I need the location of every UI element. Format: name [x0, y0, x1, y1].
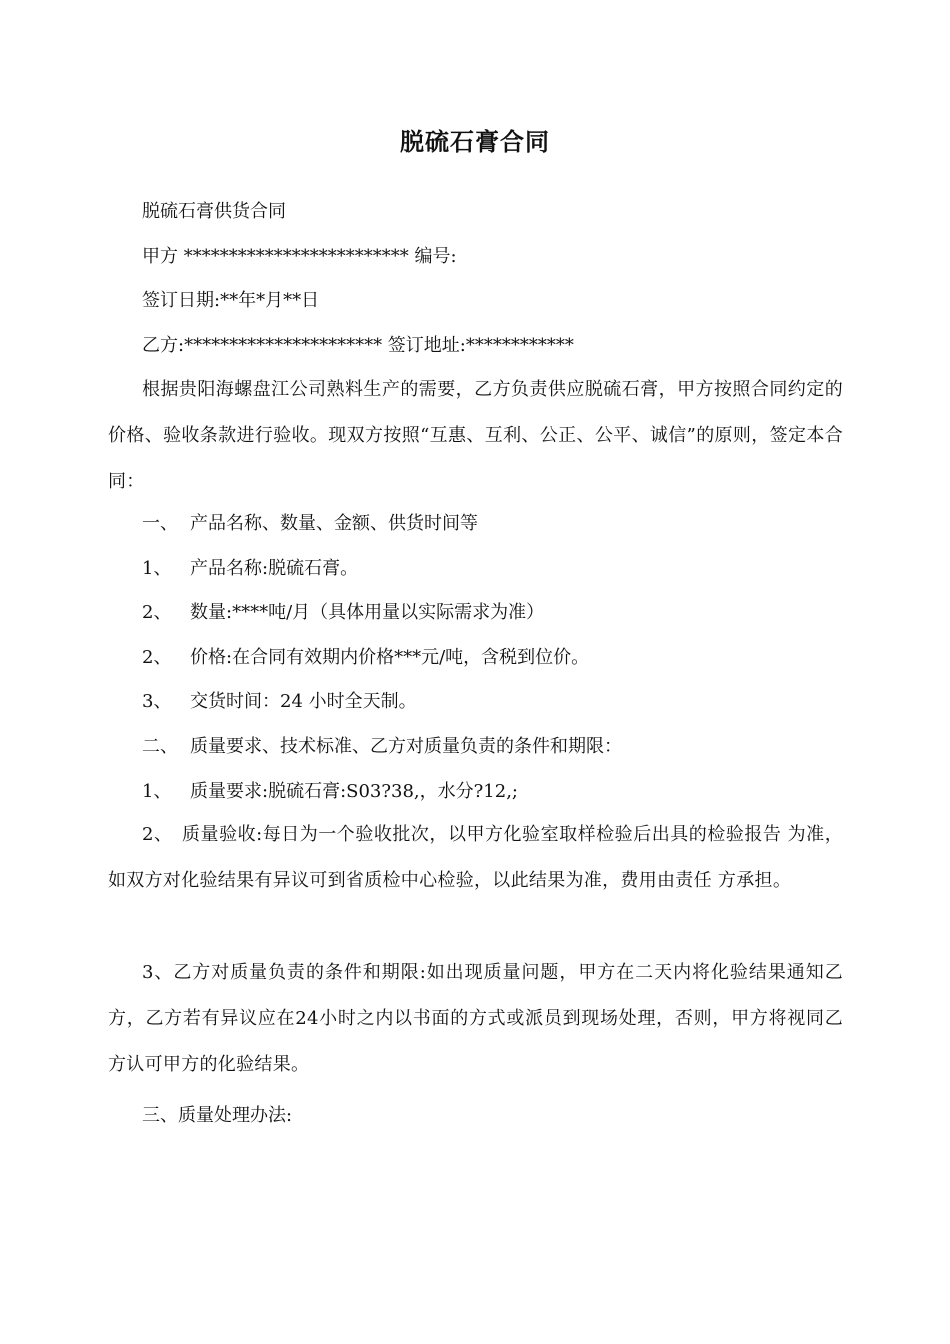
- section-1-title: 产品名称、数量、金额、供货时间等: [190, 513, 478, 534]
- section-1-heading: [142, 511, 478, 537]
- section-2-number: 二、: [142, 736, 178, 757]
- section-1-number: 一、: [142, 513, 178, 534]
- item-number: 2、: [142, 647, 172, 668]
- item-text: 交货时间：24 小时全天制。: [190, 691, 417, 712]
- section-3-heading: 三、质量处理办法:: [142, 1105, 293, 1126]
- section-1-item: [142, 556, 358, 582]
- item-text: 质量要求:脱硫石膏:S03?38,，水分?12,;: [190, 781, 518, 802]
- contract-subtitle: 脱硫石膏供货合同: [142, 201, 286, 222]
- item-number: 2、: [142, 602, 172, 623]
- section-2-item-2-paragraph: 2、 质量验收:每日为一个验收批次，以甲方化验室取样检验后出具的检验报告 为准，如双方对化验结果有异议可到省质检中心检验，以此结果为准，费用由责任 方承担。: [108, 824, 843, 891]
- section-1-item: [142, 689, 417, 715]
- intro-paragraph: 根据贵阳海螺盘江公司熟料生产的需要，乙方负责供应脱硫石膏，甲方按照合同约定的价格、验收条款进行验收。现双方按照“互惠、互利、公正、公平、诚信”的原则，签定本合同：: [108, 379, 843, 492]
- item-number: 1、: [142, 558, 172, 579]
- party-a-line: 甲方 ************************* 编号:: [142, 246, 457, 267]
- item-number: 3、: [142, 691, 172, 712]
- section-2-item: [142, 779, 518, 805]
- item-text: 数量:****吨/月（具体用量以实际需求为准）: [190, 602, 545, 623]
- section-2-heading: [142, 734, 622, 760]
- sign-date-line: 签订日期:**年*月**日: [142, 290, 320, 311]
- item-text: 价格:在合同有效期内价格***元/吨，含税到位价。: [190, 647, 590, 668]
- party-b-line: 乙方:********************** 签订地址:************: [142, 335, 574, 356]
- section-1-item: [142, 645, 589, 671]
- section-2-title: 质量要求、技术标准、乙方对质量负责的条件和期限：: [190, 736, 622, 757]
- item-number: 1、: [142, 781, 172, 802]
- section-2-item-3-paragraph: 3、乙方对质量负责的条件和期限:如出现质量问题，甲方在二天内将化验结果通知乙方，乙方若有异议应在24小时之内以书面的方式或派员到现场处理，否则，甲方将视同乙方认可甲方的化验结果。: [108, 962, 843, 1075]
- document-title: 脱硫石膏合同: [400, 127, 550, 156]
- section-1-item: [142, 600, 544, 626]
- item-text: 产品名称:脱硫石膏。: [190, 558, 359, 579]
